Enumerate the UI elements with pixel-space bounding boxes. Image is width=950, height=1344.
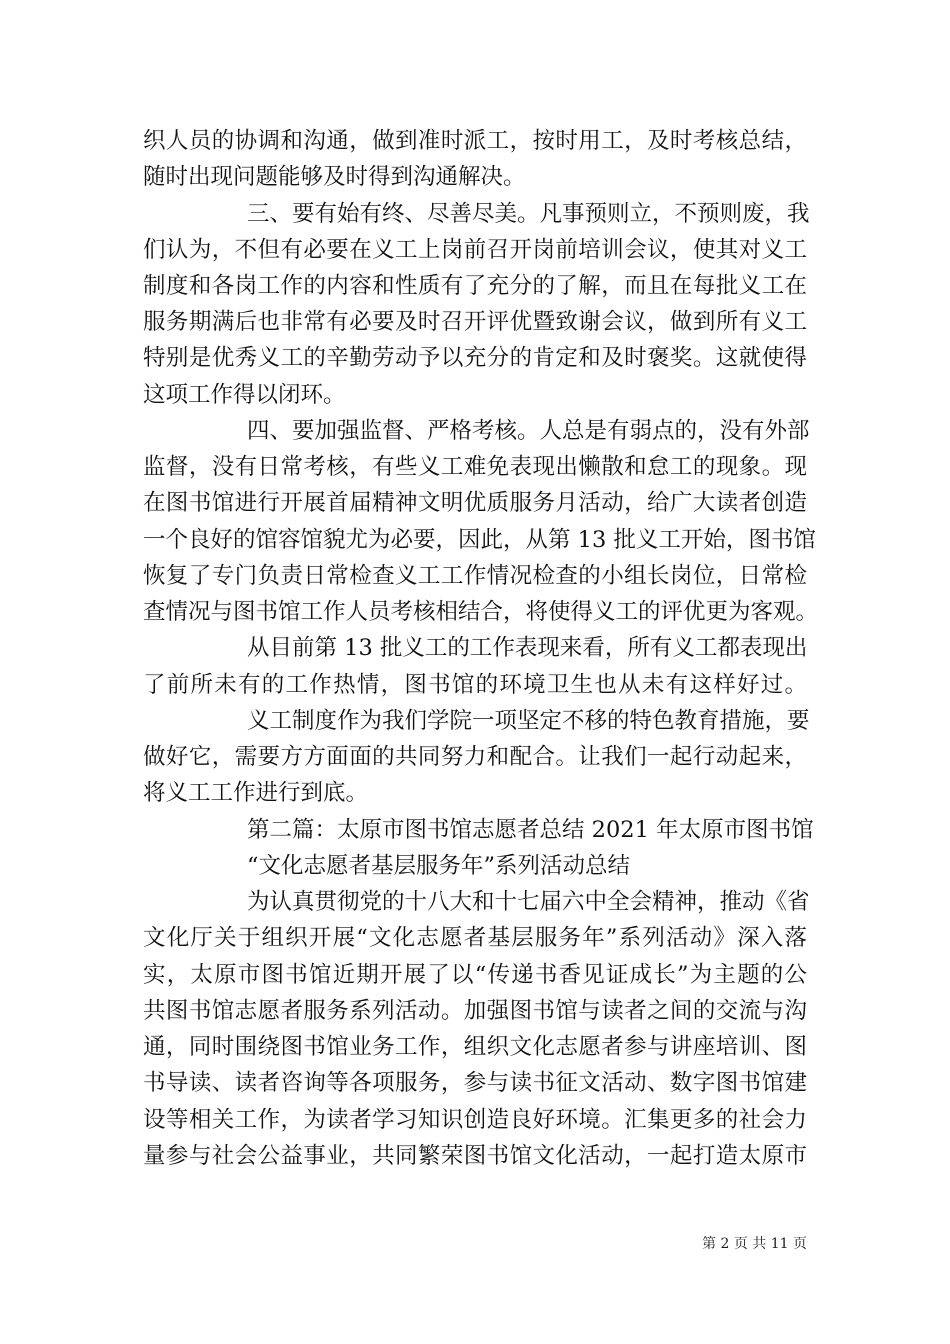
text-line: 们认为，不但有必要在义工上岗前召开岗前培训会议，使其对义工 — [143, 237, 807, 263]
text-line: 文化厅关于组织开展“文化志愿者基层服务年”系列活动》深入落 — [143, 925, 807, 951]
text-line: 设等相关工作，为读者学习知识创造良好环境。汇集更多的社会力 — [143, 1107, 807, 1133]
text-line: 恢复了专门负责日常检查义工工作情况检查的小组长岗位，日常检 — [143, 563, 807, 589]
text-line: 一个良好的馆容馆貌尤为必要，因此，从第 13 批义工开始，图书馆 — [143, 527, 816, 553]
paragraph-start-line: 三、要有始有终、尽善尽美。凡事预则立，不预则废，我 — [247, 201, 810, 227]
text-line: 这项工作得以闭环。 — [143, 382, 346, 408]
paragraph-start-line: 从目前第 13 批义工的工作表现来看，所有义工都表现出 — [247, 635, 808, 661]
text-line: 书导读、读者咨询等各项服务，参与读书征文活动、数字图书馆建 — [143, 1070, 807, 1096]
text-line: 特别是优秀义工的辛勤劳动予以充分的肯定和及时褒奖。这就使得 — [143, 345, 807, 371]
text-line: 量参与社会公益事业，共同繁荣图书馆文化活动，一起打造太原市 — [143, 1143, 807, 1169]
text-line: 织人员的协调和沟通，做到准时派工，按时用工，及时考核总结， — [143, 128, 807, 154]
text-line: 制度和各岗工作的内容和性质有了充分的了解，而且在每批义工在 — [143, 273, 807, 299]
page-number-footer: 第 2 页 共 11 页 — [702, 1236, 807, 1252]
text-line: 通，同时围绕图书馆业务工作，组织文化志愿者参与讲座培训、图 — [143, 1034, 807, 1060]
text-line: 将义工工作进行到底。 — [143, 780, 369, 806]
text-line: 查情况与图书馆工作人员考核相结合，将使得义工的评优更为客观。 — [143, 599, 819, 625]
text-line: 实，太原市图书馆近期开展了以“传递书香见证成长”为主题的公 — [143, 962, 807, 988]
text-line: 做好它，需要方方面面的共同努力和配合。让我们一起行动起来， — [143, 744, 807, 770]
text-line: 随时出现问题能够及时得到沟通解决。 — [143, 164, 526, 190]
section-title-line: 第二篇：太原市图书馆志愿者总结 2021 年太原市图书馆 — [247, 817, 814, 843]
text-line: 共图书馆志愿者服务系列活动。加强图书馆与读者之间的交流与沟 — [143, 998, 807, 1024]
text-line: 服务期满后也非常有必要及时召开评优暨致谢会议，做到所有义工 — [143, 309, 807, 335]
text-line: 监督，没有日常考核，有些义工难免表现出懒散和怠工的现象。现 — [143, 454, 807, 480]
paragraph-start-line: 为认真贯彻党的十八大和十七届六中全会精神，推动《省 — [247, 889, 810, 915]
paragraph-start-line: 义工制度作为我们学院一项坚定不移的特色教育措施，要 — [247, 708, 810, 734]
paragraph-start-line: 四、要加强监督、严格考核。人总是有弱点的，没有外部 — [247, 418, 810, 444]
text-line: 在图书馆进行开展首届精神文明优质服务月活动，给广大读者创造 — [143, 490, 807, 516]
text-line: 了前所未有的工作热情，图书馆的环境卫生也从未有这样好过。 — [143, 672, 807, 698]
section-title-line: “文化志愿者基层服务年”系列活动总结 — [247, 853, 631, 879]
